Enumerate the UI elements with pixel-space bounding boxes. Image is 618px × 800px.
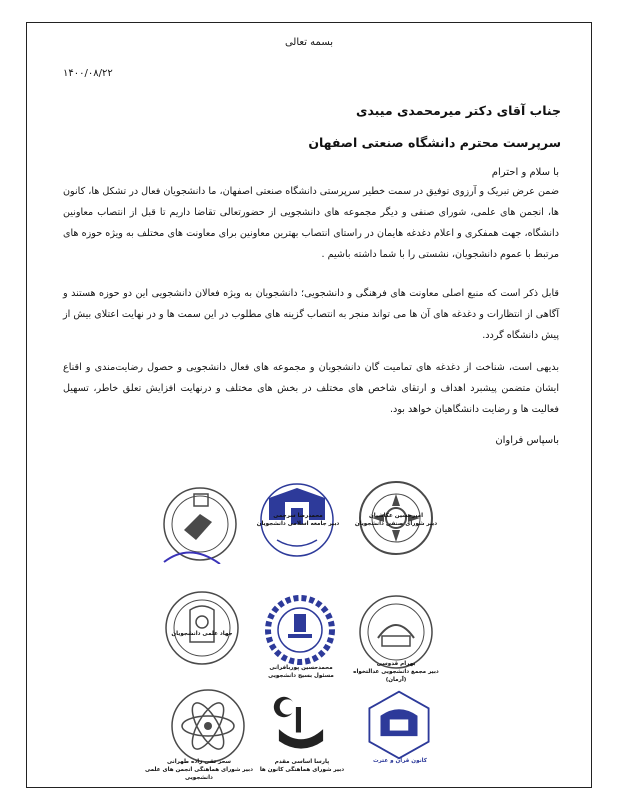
letter-header: بسمه تعالی: [284, 37, 334, 48]
signature-caption: کانون قرآن و عترت: [372, 758, 428, 764]
signature-caption: پارسا اساسی مقدم دبیر شورای هماهنگی کانون ها: [259, 759, 345, 773]
seal-icon: [168, 686, 248, 766]
signature-caption: بهرام قدوسی دبیر مجمع دانشجویی عدالتخواه (آرمان): [353, 661, 439, 683]
paragraph-3: بدیهی است، شناخت از دغدغه های تمامیت گان دانشجویان و مجموعه های فعال دانشجویی و حصول رضایت‌مندی و اقناع ایشان متضمن پیشبرد اهداف و ارتقای شاخص های مختلف در بخش های مختلف و درنهایت افزایش تعلق خاطر، تسهیل فعالیت ها و رضایت دانشگاهیان خواهد بود.: [63, 362, 559, 415]
signature-caption: جهاد علمی دانشجویان: [171, 631, 233, 637]
seal-icon: [162, 588, 242, 668]
letter-date: ۱۴۰۰/۰۸/۲۲: [63, 68, 113, 79]
recipient-name: جناب آقای دکتر میرمحمدی میبدی: [356, 103, 561, 118]
seal-icon: [260, 590, 340, 670]
seal-icon: [362, 688, 436, 762]
recipient-title: سرپرست محترم دانشگاه صنعتی اصفهان: [308, 135, 561, 150]
seal-icon: [266, 690, 336, 758]
signature-caption: سحر تقی زاده طهرانی دبیر شورای هماهنگی انجمن های علمی دانشجویی: [145, 759, 253, 781]
signature-caption: محمدرضا سرچمی دبیر جامعه اسلامی دانشجویان: [256, 513, 340, 527]
paragraph-2: قابل ذکر است که منبع اصلی معاونت های فرهنگی و دانشجویی؛ دانشجویان به ویژه فعالان دانشجویی این دو حوزه هستند و آگاهی از انتظارات و دغدغه های آن ها می تواند منجر به انتصاب گزینه های مطلوب در این سمت ها و در نهایت اعتلای بیش از پیش دانشگاه گردد.: [63, 288, 559, 341]
paragraph-1: ضمن عرض تبریک و آرزوی توفیق در سمت خطیر سرپرستی دانشگاه صنعتی اصفهان، ما دانشجویان فعال در تشکل ها، کانون ها، انجمن های علمی، شورای صنفی و دیگر مجموعه های دانشجویی از حضورتعالی تقاضا داریم تا قبل از انتصاب معاونین دانشگاه، جهت همفکری و اعلام دغدغه هایمان در راستای انتصاب بهترین معاونین برای معاونت های مختلف به ویژه حوزه های مرتبط با عموم دانشجویان، نشستی را با شما داشته باشیم .: [63, 186, 559, 260]
seal-icon: [160, 484, 240, 564]
closing: باسپاس فراوان: [495, 435, 559, 446]
greeting: با سلام و احترام: [491, 167, 559, 178]
signature-caption: محمدحسین پوربافرانی مسئول بسیج دانشجویی: [268, 665, 334, 679]
signature-caption: امیرحسین عکاشیان دبیر شورای صنفی دانشجویان: [354, 513, 438, 527]
